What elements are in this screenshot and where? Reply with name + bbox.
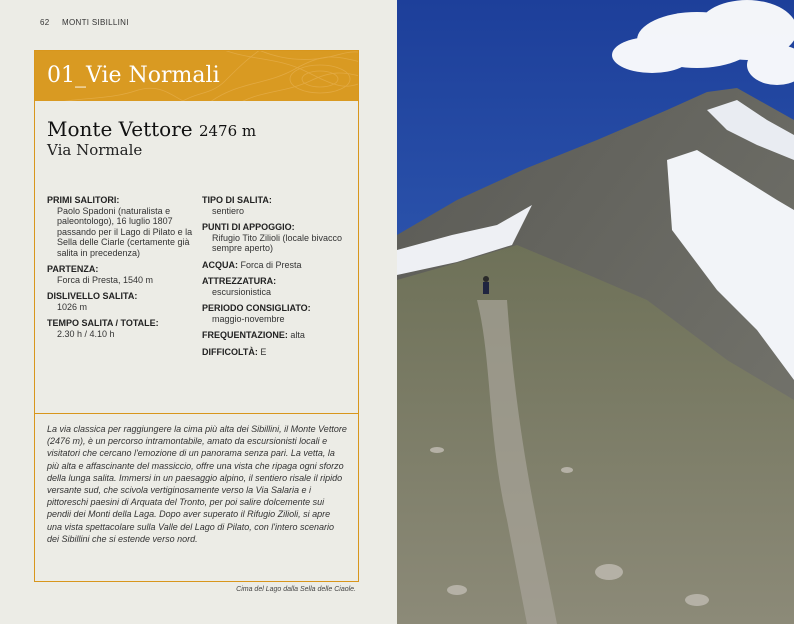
info-label: PARTENZA: xyxy=(47,264,99,274)
info-label: TEMPO SALITA / TOTALE: xyxy=(47,318,159,328)
divider xyxy=(35,413,358,414)
info-inline xyxy=(202,347,352,358)
mountain-photo xyxy=(397,0,794,624)
info-value: Paolo Spadoni (naturalista e paleontologo), 16 luglio 1807 passando per il Lago di Pilato e la Sella delle Ciarle (certamente già salita in precedenza) xyxy=(57,205,193,258)
info-label: TIPO DI SALITA: xyxy=(202,195,272,205)
info-inline xyxy=(202,260,352,271)
route-description: La via classica per raggiungere la cima più alta dei Sibillini, il Monte Vettore (2476 m), è un percorso intramontabile, amato da escursionisti locali e visitatori che cercano l'emozione di un panorama senza pari. La vetta, la più alta e affascinante del massiccio, offre una vista che ripaga ogni sforzo della lunga salita. Immersi in un paesaggio alpino, il sentiero risale il ripido versante sud, che scivola vertiginosamente verso la Via Salaria e i pittoreschi paesini di Arquata del Tronto, per poi salire dolcemente sui pendii dei Monti della Laga. Dopo aver superato il Rifugio Zilioli, si apre una vista spettacolare sulla Valle del Lago di Pilato, con l'intero scenario dei Sibillini che si estende verso nord. xyxy=(47,424,347,544)
info-value: 2.30 h / 4.10 h xyxy=(57,328,115,339)
info-value: sentiero xyxy=(212,205,245,216)
info-label: ACQUA: xyxy=(202,259,238,270)
info-label: FREQUENTAZIONE: xyxy=(202,330,288,340)
info-label: ATTREZZATURA: xyxy=(202,276,277,286)
info-column-left xyxy=(47,195,199,345)
info-value: E xyxy=(260,346,267,357)
info-value: Forca di Presta xyxy=(240,259,302,270)
info-value: alta xyxy=(290,330,305,340)
peak-name: Monte Vettore xyxy=(47,117,193,141)
running-header xyxy=(40,18,129,27)
hiker xyxy=(483,276,489,294)
info-inline xyxy=(202,330,352,341)
page-number: 62 xyxy=(40,18,50,27)
route-card xyxy=(34,50,359,582)
route-name: Via Normale xyxy=(47,141,143,159)
info-label: DIFFICOLTÀ: xyxy=(202,346,258,357)
info-label: PRIMI SALITORI: xyxy=(47,195,120,205)
section-band xyxy=(35,51,358,101)
running-title: MONTI SIBILLINI xyxy=(62,18,129,27)
photo-caption: Cima del Lago dalla Sella delle Ciaole. xyxy=(236,586,356,593)
info-value: Rifugio Tito Zilioli (locale bivacco sempre aperto) xyxy=(212,232,343,253)
info-label: PUNTI DI APPOGGIO: xyxy=(202,222,295,232)
peak-altitude: 2476 m xyxy=(198,122,257,140)
info-value: 1026 m xyxy=(57,301,88,312)
peak-heading xyxy=(47,117,256,141)
info-value: Forca di Presta, 1540 m xyxy=(57,274,154,285)
section-title: 01_Vie Normali xyxy=(47,63,220,88)
info-value: maggio-novembre xyxy=(212,313,285,324)
info-value: escursionistica xyxy=(212,286,272,297)
info-column-right xyxy=(202,195,352,363)
info-label: PERIODO CONSIGLIATO: xyxy=(202,303,311,313)
info-label: DISLIVELLO SALITA: xyxy=(47,291,138,301)
